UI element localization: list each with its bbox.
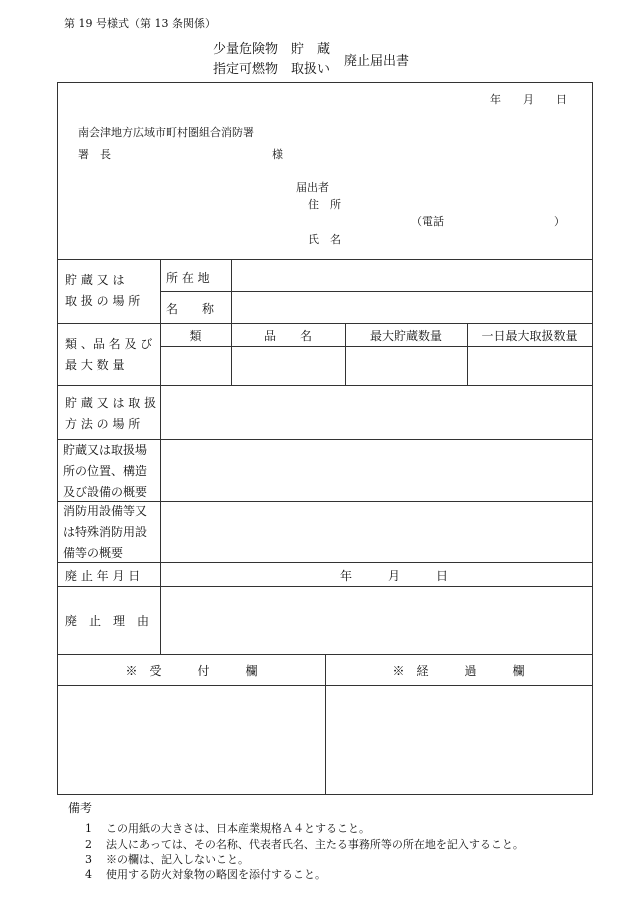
line bbox=[160, 291, 592, 292]
title-suffix: 廃止届出書 bbox=[344, 54, 410, 69]
place-label bbox=[65, 270, 157, 312]
note-text: ※の欄は、記入しないこと。 bbox=[106, 853, 249, 866]
facility-label-line: 及び設備の概要 bbox=[63, 485, 148, 499]
note-number: 4 bbox=[85, 868, 92, 881]
note-item bbox=[85, 866, 326, 882]
note-text: 使用する防火対象物の略図を添付すること。 bbox=[106, 868, 326, 881]
addressee-org: 南会津地方広域市町村圏組合消防署 bbox=[78, 126, 254, 139]
progress-column-header: ※ 経 過 欄 bbox=[392, 664, 525, 678]
kind-label-line: 類 、品 名 及 び bbox=[65, 337, 153, 351]
line bbox=[58, 323, 592, 324]
method-label-line: 方 法 の 場 所 bbox=[65, 417, 141, 431]
kind-label-line: 最 大 数 量 bbox=[65, 358, 125, 372]
note-item bbox=[85, 851, 249, 867]
addressee-title: 署 長 bbox=[78, 148, 111, 161]
fire-equipment-label bbox=[63, 501, 158, 564]
date-field: 年 月 日 bbox=[490, 93, 567, 106]
note-number: 2 bbox=[85, 838, 92, 851]
col-kind: 類 bbox=[189, 329, 202, 343]
note-text: この用紙の大きさは、日本産業規格Ａ４とすること。 bbox=[106, 822, 370, 835]
form-frame bbox=[57, 82, 593, 795]
reception-column-header: ※ 受 付 欄 bbox=[125, 664, 258, 678]
col-max-storage: 最大貯蔵数量 bbox=[369, 329, 442, 343]
address-label[interactable]: 住 所 bbox=[308, 198, 341, 211]
method-label bbox=[65, 393, 157, 435]
facility-label-line: 所の位置、構造 bbox=[63, 464, 148, 478]
line bbox=[58, 385, 592, 386]
location-label: 所 在 地 bbox=[166, 271, 210, 285]
place-label-line: 貯 蔵 又 は bbox=[65, 273, 125, 287]
title-line-2: 指定可燃物 取扱い bbox=[213, 62, 331, 77]
facility-label bbox=[63, 440, 158, 503]
abolish-date-label: 廃 止 年 月 日 bbox=[65, 569, 141, 583]
line bbox=[231, 259, 232, 323]
kind-label bbox=[65, 334, 157, 376]
col-max-daily: 一日最大取扱数量 bbox=[481, 329, 578, 343]
fire-equipment-label-line: 消防用設備等又 bbox=[63, 504, 148, 518]
reason-label: 廃 止 理 由 bbox=[65, 614, 150, 628]
line bbox=[160, 346, 592, 347]
note-number: 3 bbox=[85, 853, 92, 866]
fire-equipment-label-line: は特殊消防用設 bbox=[63, 525, 148, 539]
method-label-line: 貯 蔵 又 は 取 扱 bbox=[65, 396, 157, 410]
note-number: 1 bbox=[85, 822, 92, 835]
fire-equipment-label-line: 備等の概要 bbox=[63, 546, 124, 560]
line bbox=[160, 259, 161, 654]
line bbox=[58, 586, 592, 587]
honorific: 様 bbox=[272, 148, 283, 161]
applicant-label: 届出者 bbox=[296, 181, 329, 194]
note-item bbox=[85, 820, 370, 836]
note-text: 法人にあっては、その名称、代表者氏名、主たる事務所等の所在地を記入すること。 bbox=[106, 838, 524, 851]
name-label[interactable]: 氏 名 bbox=[308, 233, 341, 246]
facility-label-line: 貯蔵又は取扱場 bbox=[63, 443, 148, 457]
form-number: 第 19 号様式（第 13 条関係） bbox=[64, 17, 216, 30]
place-label-line: 取 扱 の 場 所 bbox=[65, 294, 141, 308]
note-item bbox=[85, 836, 524, 852]
col-item: 品 名 bbox=[263, 329, 312, 343]
title-line-1: 少量危険物 貯 蔵 bbox=[213, 42, 331, 57]
phone-field[interactable]: （電話 ） bbox=[411, 215, 565, 228]
place-name-label: 名 称 bbox=[166, 302, 215, 316]
abolish-date-value[interactable]: 年 月 日 bbox=[340, 569, 449, 583]
notes-title: 備考 bbox=[68, 801, 93, 815]
line bbox=[58, 259, 592, 260]
